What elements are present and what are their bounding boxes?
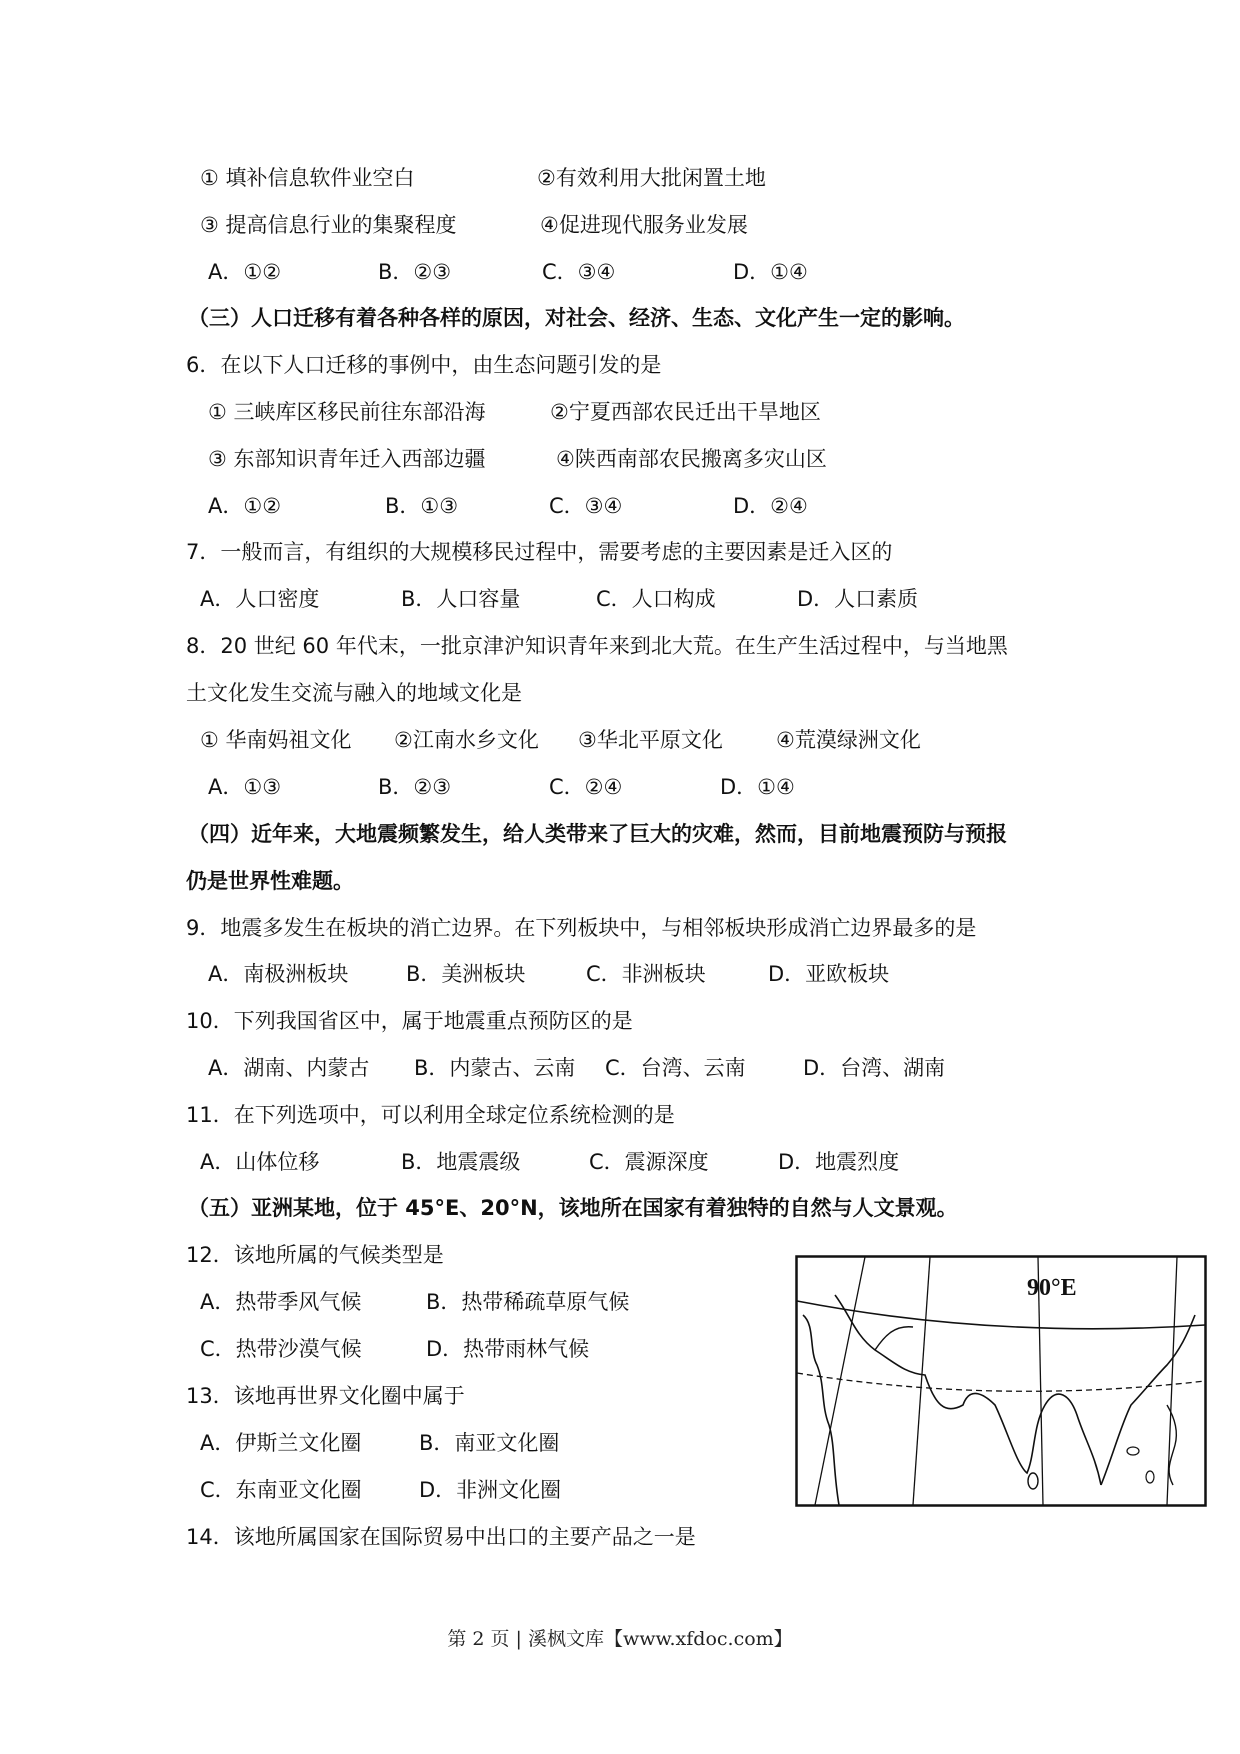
q10-answer-c: C．台湾、云南 xyxy=(605,1056,746,1080)
q8-stem-text-2: 土文化发生交流与融入的地域文化是 xyxy=(186,681,522,705)
q6-option-2: ②宁夏西部农民迁出干旱地区 xyxy=(550,400,821,424)
q6-option-4: ④陕西南部农民搬离多灾山区 xyxy=(556,447,827,471)
q6-stem-text: 6．在以下人口迁移的事例中，由生态问题引发的是 xyxy=(186,353,662,377)
section-5-intro-text: （五）亚洲某地，位于 45°E、20°N，该地所在国家有着独特的自然与人文景观。 xyxy=(188,1196,958,1220)
q13-answer-b: B．南亚文化圈 xyxy=(419,1431,560,1455)
q8-answer-a: A．①③ xyxy=(208,775,282,799)
q8-option-4: ④荒漠绿洲文化 xyxy=(776,728,921,752)
q9-answer-d: D．亚欧板块 xyxy=(768,962,890,986)
q9-stem-text: 9．地震多发生在板块的消亡边界。在下列板块中，与相邻板块形成消亡边界最多的是 xyxy=(186,916,977,940)
q7-answer-c: C．人口构成 xyxy=(596,587,716,611)
q8-answer-b: B．②③ xyxy=(378,775,452,799)
q12-stem-text: 12．该地所属的气候类型是 xyxy=(186,1243,444,1267)
q9-answer-b: B．美洲板块 xyxy=(406,962,526,986)
q11-answer-b: B．地震震级 xyxy=(401,1150,521,1174)
q14-stem xyxy=(0,1522,696,1582)
q6-answer-c: C．③④ xyxy=(549,494,623,518)
page-footer: 第 2 页 | 溪枫文库【www.xfdoc.com】 xyxy=(447,1628,793,1650)
q10-answer-a: A．湖南、内蒙古 xyxy=(208,1056,370,1080)
q7-answer-a: A．人口密度 xyxy=(200,587,320,611)
map-meridian-label: 90°E xyxy=(1027,1275,1077,1301)
q8-option-1: ① 华南妈祖文化 xyxy=(200,728,352,752)
q8-answer-c: C．②④ xyxy=(549,775,623,799)
q6-answer-b: B．①③ xyxy=(385,494,459,518)
q11-answer-a: A．山体位移 xyxy=(200,1150,320,1174)
q13-answer-c: C．东南亚文化圈 xyxy=(200,1478,362,1502)
q11-stem-text: 11．在下列选项中，可以利用全球定位系统检测的是 xyxy=(186,1103,675,1127)
q5-option-3: ③ 提高信息行业的集聚程度 xyxy=(200,213,457,237)
section-4-intro-text-2: 仍是世界性难题。 xyxy=(186,869,354,893)
q5-answer-b: B．②③ xyxy=(378,260,452,284)
q13-answer-a: A．伊斯兰文化圈 xyxy=(200,1431,362,1455)
q8-option-3: ③华北平原文化 xyxy=(578,728,723,752)
q6-answer-d: D．②④ xyxy=(733,494,808,518)
section-3-intro-text: （三）人口迁移有着各种各样的原因，对社会、经济、生态、文化产生一定的影响。 xyxy=(188,306,965,330)
q9-answer-a: A．南极洲板块 xyxy=(208,962,349,986)
q12-answer-c: C．热带沙漠气候 xyxy=(200,1337,362,1361)
q8-stem-text-1: 8．20 世纪 60 年代末，一批京津沪知识青年来到北大荒。在生产生活过程中，与当地黑 xyxy=(186,634,1008,658)
q7-stem-text: 7．一般而言，有组织的大规模移民过程中，需要考虑的主要因素是迁入区的 xyxy=(186,540,893,564)
q12-answer-d: D．热带雨林气候 xyxy=(426,1337,590,1361)
q10-answer-b: B．内蒙古、云南 xyxy=(414,1056,576,1080)
q8-answer-d: D．①④ xyxy=(720,775,795,799)
asia-map-figure xyxy=(795,1255,1207,1507)
q6-answer-a: A．①② xyxy=(208,494,282,518)
q10-answer-d: D．台湾、湖南 xyxy=(803,1056,946,1080)
q13-answer-d: D．非洲文化圈 xyxy=(419,1478,562,1502)
q5-option-4: ④促进现代服务业发展 xyxy=(540,213,748,237)
q11-answer-d: D．地震烈度 xyxy=(778,1150,900,1174)
q5-answer-a: A．①② xyxy=(208,260,282,284)
q5-answer-c: C．③④ xyxy=(542,260,616,284)
q10-stem-text: 10．下列我国省区中，属于地震重点预防区的是 xyxy=(186,1009,633,1033)
q7-answer-d: D．人口素质 xyxy=(797,587,919,611)
q5-answer-d: D．①④ xyxy=(733,260,808,284)
q5-option-1: ① 填补信息软件业空白 xyxy=(200,166,415,190)
q7-answer-b: B．人口容量 xyxy=(401,587,521,611)
q14-stem-text: 14．该地所属国家在国际贸易中出口的主要产品之一是 xyxy=(186,1525,696,1549)
q6-option-3: ③ 东部知识青年迁入西部边疆 xyxy=(208,447,486,471)
q8-option-2: ②江南水乡文化 xyxy=(394,728,539,752)
q13-stem-text: 13．该地再世界文化圈中属于 xyxy=(186,1384,465,1408)
q12-answer-a: A．热带季风气候 xyxy=(200,1290,362,1314)
q11-answer-c: C．震源深度 xyxy=(589,1150,709,1174)
q6-option-1: ① 三峡库区移民前往东部沿海 xyxy=(208,400,486,424)
q9-answer-c: C．非洲板块 xyxy=(586,962,706,986)
q12-answer-b: B．热带稀疏草原气候 xyxy=(426,1290,630,1314)
q5-option-2: ②有效利用大批闲置土地 xyxy=(537,166,766,190)
section-4-intro-text-1: （四）近年来，大地震频繁发生，给人类带来了巨大的灾难，然而，目前地震预防与预报 xyxy=(188,822,1007,846)
